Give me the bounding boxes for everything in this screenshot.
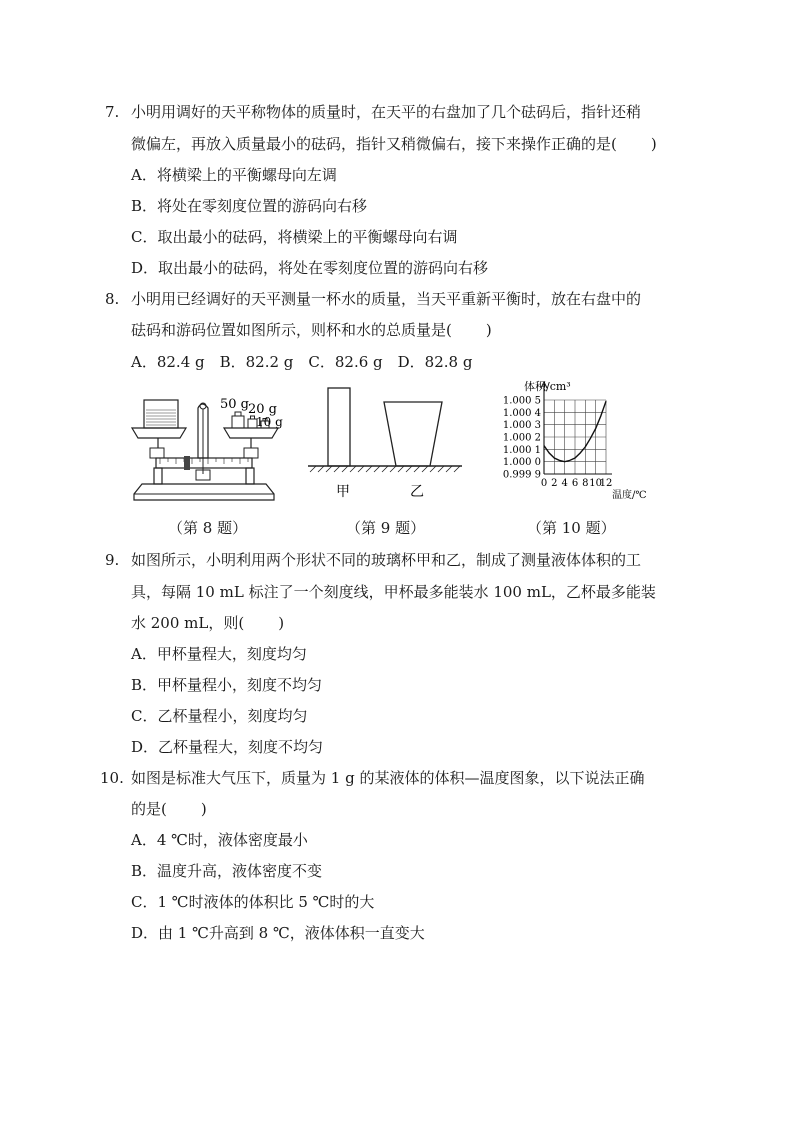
x-tick-label: 6 <box>571 478 579 489</box>
y-tick-label: 1.000 5 <box>502 395 541 407</box>
option-d[interactable]: D．由 1 ℃升高到 8 ℃，液体体积一直变大 <box>131 924 425 942</box>
y-tick-label: 1.000 2 <box>502 432 541 444</box>
option-a[interactable]: A．4 ℃时，液体密度最小 <box>131 831 308 849</box>
cups-figure <box>306 386 466 500</box>
y-axis-label: 体积/cm³ <box>524 380 571 393</box>
y-tick-label: 1.000 1 <box>502 444 541 456</box>
option-c[interactable]: C．1 ℃时液体的体积比 5 ℃时的大 <box>131 893 375 911</box>
option-d[interactable]: D．乙杯量程大，刻度不均匀 <box>131 738 324 756</box>
option-d[interactable]: D．取出最小的砝码，将处在零刻度位置的游码向右移 <box>131 259 489 277</box>
option-a[interactable]: A．甲杯量程大，刻度均匀 <box>131 645 307 663</box>
chart-grid <box>544 400 606 474</box>
option-c[interactable]: C．乙杯量程小，刻度均匀 <box>131 707 308 725</box>
question-number: 10. <box>100 769 124 787</box>
question-number: 8. <box>105 290 120 308</box>
balance-beam-scale <box>156 458 252 468</box>
beaker <box>144 400 178 428</box>
question-text-line: 如图所示，小明利用两个形状不同的玻璃杯甲和乙，制成了测量液体体积的工 <box>131 551 642 569</box>
weight-label-50g: 50 g <box>220 397 249 412</box>
label-yi: 乙 <box>410 484 424 500</box>
question-text-line: 砝码和游码位置如图所示，则杯和水的总质量是( ) <box>131 321 492 339</box>
figure-8-caption: （第 8 题） <box>168 519 248 537</box>
y-tick-label: 1.000 0 <box>502 457 541 469</box>
left-pan <box>132 428 186 438</box>
weight-label-20g: 20 g <box>248 402 277 417</box>
cup-jia <box>328 388 350 466</box>
question-text-line: 微偏左，再放入质量最小的砝码，指针又稍微偏右，接下来操作正确的是( ) <box>131 135 657 153</box>
question-text-line: 小明用调好的天平称物体的质量时，在天平的右盘加了几个砝码后，指针还稍 <box>131 103 642 121</box>
question-text-line: 如图是标准大气压下，质量为 1 g 的某液体的体积—温度图象，以下说法正确 <box>131 769 645 787</box>
option-b[interactable]: B．温度升高，液体密度不变 <box>131 862 323 880</box>
weight-50g <box>232 416 244 428</box>
option-b[interactable]: B．将处在零刻度位置的游码向右移 <box>131 197 368 215</box>
x-tick-label: 10 <box>589 478 603 489</box>
label-jia: 甲 <box>336 484 350 500</box>
question-text-line: 具，每隔 10 mL 标注了一个刻度线，甲杯最多能装水 100 mL，乙杯最多能装 <box>131 583 656 601</box>
y-tick-label: 1.000 3 <box>502 420 541 432</box>
cup-yi <box>384 402 442 466</box>
chart-axes <box>541 382 612 474</box>
question-number: 7. <box>105 103 120 121</box>
x-tick-label: 12 <box>599 478 613 489</box>
right-pan <box>224 428 278 438</box>
balance-figure <box>128 388 283 504</box>
x-tick-label: 2 <box>551 478 558 489</box>
figure-10-caption: （第 10 题） <box>527 519 616 537</box>
x-tick-label: 4 <box>561 478 568 489</box>
option-c[interactable]: C．取出最小的砝码，将横梁上的平衡螺母向右调 <box>131 228 458 246</box>
balance-base <box>134 484 274 500</box>
x-tick-label: 0 <box>540 478 548 489</box>
volume-temperature-chart <box>478 380 662 504</box>
option-a[interactable]: A．将横梁上的平衡螺母向左调 <box>131 166 337 184</box>
y-tick-label: 1.000 4 <box>502 407 541 419</box>
question-text-line: 的是( ) <box>131 800 207 818</box>
options-row[interactable]: A．82.4 g B．82.2 g C．82.6 g D．82.8 g <box>131 353 473 371</box>
question-text-line: 小明用已经调好的天平测量一杯水的质量，当天平重新平衡时，放在右盘中的 <box>131 290 642 308</box>
x-axis-label: 温度/℃ <box>612 490 647 501</box>
question-text-line: 水 200 mL，则( ) <box>131 614 285 632</box>
weight-label-10g: 10 g <box>256 415 283 429</box>
rider <box>184 456 190 470</box>
x-tick-label: 8 <box>582 478 589 489</box>
option-b[interactable]: B．甲杯量程小，刻度不均匀 <box>131 676 323 694</box>
y-tick-label: 0.999 9 <box>502 469 541 481</box>
figure-9-caption: （第 9 题） <box>346 519 426 537</box>
question-number: 9. <box>105 551 120 569</box>
